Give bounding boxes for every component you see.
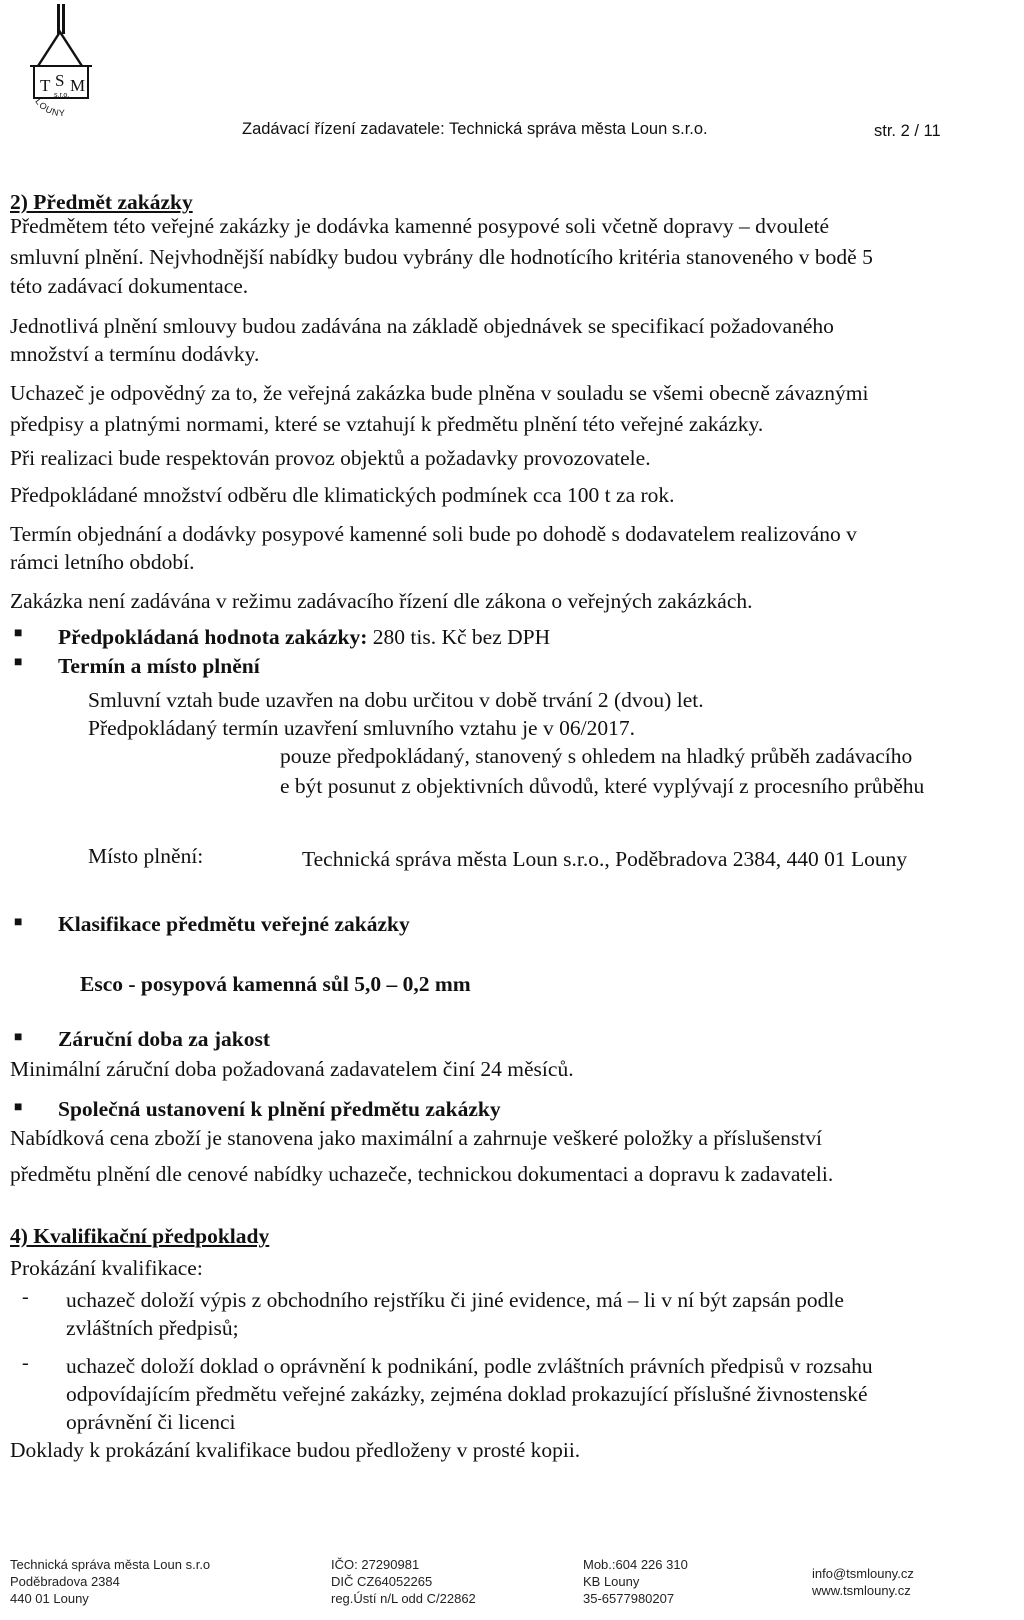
footer-contact-bank: [583, 1556, 688, 1607]
svg-text:S: S: [55, 71, 65, 90]
list-item-line: zvláštních předpisů;: [66, 1316, 239, 1340]
list-item-line: oprávnění či licenci: [66, 1410, 236, 1434]
paragraph-line: této zadávací dokumentace.: [10, 274, 249, 298]
term-line: Předpokládaný termín uzavření smluvního vztahu je v 06/2017.: [88, 716, 635, 740]
term-line: pouze předpokládaný, stanovený s ohledem na hladký průběh zadávacího: [280, 744, 913, 768]
paragraph-line: Zakázka není zadávána v režimu zadávacího řízení dle zákona o veřejných zakázkách.: [10, 589, 753, 613]
bullet-icon: ■: [14, 655, 23, 670]
place-label: Místo plnění:: [88, 844, 204, 868]
paragraph-line: Nabídková cena zboží je stanovena jako maximální a zahrnuje veškeré položky a příslušenství: [10, 1126, 822, 1150]
dash-marker: -: [22, 1286, 29, 1308]
common-provisions-heading: Společná ustanovení k plnění předmětu zakázky: [58, 1097, 501, 1121]
footer-line: 440 01 Louny: [10, 1591, 89, 1606]
footer-line: KB Louny: [583, 1574, 640, 1589]
footer-line: reg.Ústí n/L odd C/22862: [331, 1591, 476, 1606]
footer-line: 35-6577980207: [583, 1591, 675, 1606]
term-line: e být posunut z objektivních důvodů, které vyplývají z procesního průběhu: [280, 774, 925, 798]
term-line: Smluvní vztah bude uzavřen na dobu určitou v době trvání 2 (dvou) let.: [88, 688, 704, 712]
estimated-value: [58, 623, 550, 651]
list-item-line: odpovídajícím předmětu veřejné zakázky, zejména doklad prokazující příslušné živnostenské: [66, 1382, 868, 1406]
footer-web-email: [812, 1565, 914, 1599]
paragraph-line: Při realizaci bude respektován provoz objektů a požadavky provozovatele.: [10, 446, 651, 470]
paragraph-line: Uchazeč je odpovědný za to, že veřejná zakázka bude plněna v souladu se všemi obecně závaznými: [10, 381, 869, 405]
footer-company-address: [10, 1556, 210, 1607]
paragraph-line: rámci letního období.: [10, 550, 195, 574]
paragraph-line: Termín objednání a dodávky posypové kamenné soli bude po dohodě s dodavatelem realizováno v: [10, 522, 857, 546]
section-heading-qualification: 4) Kvalifikační předpoklady: [10, 1224, 270, 1248]
footer-line: Technická správa města Loun s.r.o: [10, 1557, 211, 1572]
term-and-place-heading: Termín a místo plnění: [58, 654, 260, 678]
classification-heading: Klasifikace předmětu veřejné zakázky: [58, 912, 410, 936]
paragraph-line: Předpokládané množství odběru dle klimatických podmínek cca 100 t za rok.: [10, 483, 675, 507]
dash-marker: -: [22, 1352, 29, 1374]
warranty-heading: Záruční doba za jakost: [58, 1027, 271, 1051]
bullet-icon: ■: [14, 1030, 23, 1045]
estimated-value-label: Předpokládaná hodnota zakázky:: [58, 625, 368, 649]
paragraph-line: množství a termínu dodávky.: [10, 342, 260, 366]
classification-item: Esco - posypová kamenná sůl 5,0 – 0,2 mm: [80, 972, 471, 996]
paragraph-line: předpisy a platnými normami, které se vztahují k předmětu plnění této veřejné zakázky.: [10, 412, 764, 436]
footer-registration: [331, 1556, 476, 1607]
footer-website: www.tsmlouny.cz: [812, 1583, 911, 1598]
list-item-line: uchazeč doloží doklad o oprávnění k podnikání, podle zvláštních právních předpisů v rozsahu: [66, 1354, 873, 1378]
paragraph-line: smluvní plnění. Nejvhodnější nabídky budou vybrány dle hodnotícího kritéria stanoveného v bodě 5: [10, 245, 873, 269]
bullet-icon: ■: [14, 1100, 23, 1115]
place-value: Technická správa města Loun s.r.o., Poděbradova 2384, 440 01 Louny: [302, 847, 908, 871]
section-heading-subject: 2) Předmět zakázky: [10, 190, 193, 214]
paragraph-line: Jednotlivá plnění smlouvy budou zadávána na základě objednávek se specifikací požadovaného: [10, 314, 834, 338]
estimated-value-text: 280 tis. Kč bez DPH: [372, 625, 551, 649]
svg-text:M: M: [70, 76, 86, 95]
footer-line: Mob.:604 226 310: [583, 1557, 688, 1572]
paragraph-line: Předmětem této veřejné zakázky je dodávka kamenné posypové soli včetně dopravy – dvouleté: [10, 214, 830, 238]
page-number: str. 2 / 11: [874, 122, 941, 140]
company-logo: [8, 2, 108, 120]
svg-text:LOUNY: LOUNY: [33, 96, 66, 119]
list-item-line: uchazeč doloží výpis z obchodního rejstříku či jiné evidence, má – li v ní být zapsán podle: [66, 1288, 844, 1312]
warranty-text: Minimální záruční doba požadovaná zadavatelem činí 24 měsíců.: [10, 1057, 574, 1081]
bullet-icon: ■: [14, 626, 23, 641]
document-header-title: Zadávací řízení zadavatele: Technická správa města Loun s.r.o.: [242, 120, 708, 138]
svg-text:s.r.o.: s.r.o.: [54, 92, 70, 99]
footer-email: info@tsmlouny.cz: [812, 1566, 914, 1581]
paragraph-line: předmětu plnění dle cenové nabídky uchazeče, technickou dokumentaci a dopravu k zadavateli.: [10, 1162, 834, 1186]
qualification-intro: Prokázání kvalifikace:: [10, 1256, 203, 1280]
footer-line: IČO: 27290981: [331, 1557, 420, 1572]
bullet-icon: ■: [14, 915, 23, 930]
footer-line: DIČ CZ64052265: [331, 1574, 433, 1589]
qualification-closing: Doklady k prokázání kvalifikace budou předloženy v prosté kopii.: [10, 1438, 581, 1462]
svg-text:T: T: [40, 76, 51, 95]
footer-line: Poděbradova 2384: [10, 1574, 120, 1589]
